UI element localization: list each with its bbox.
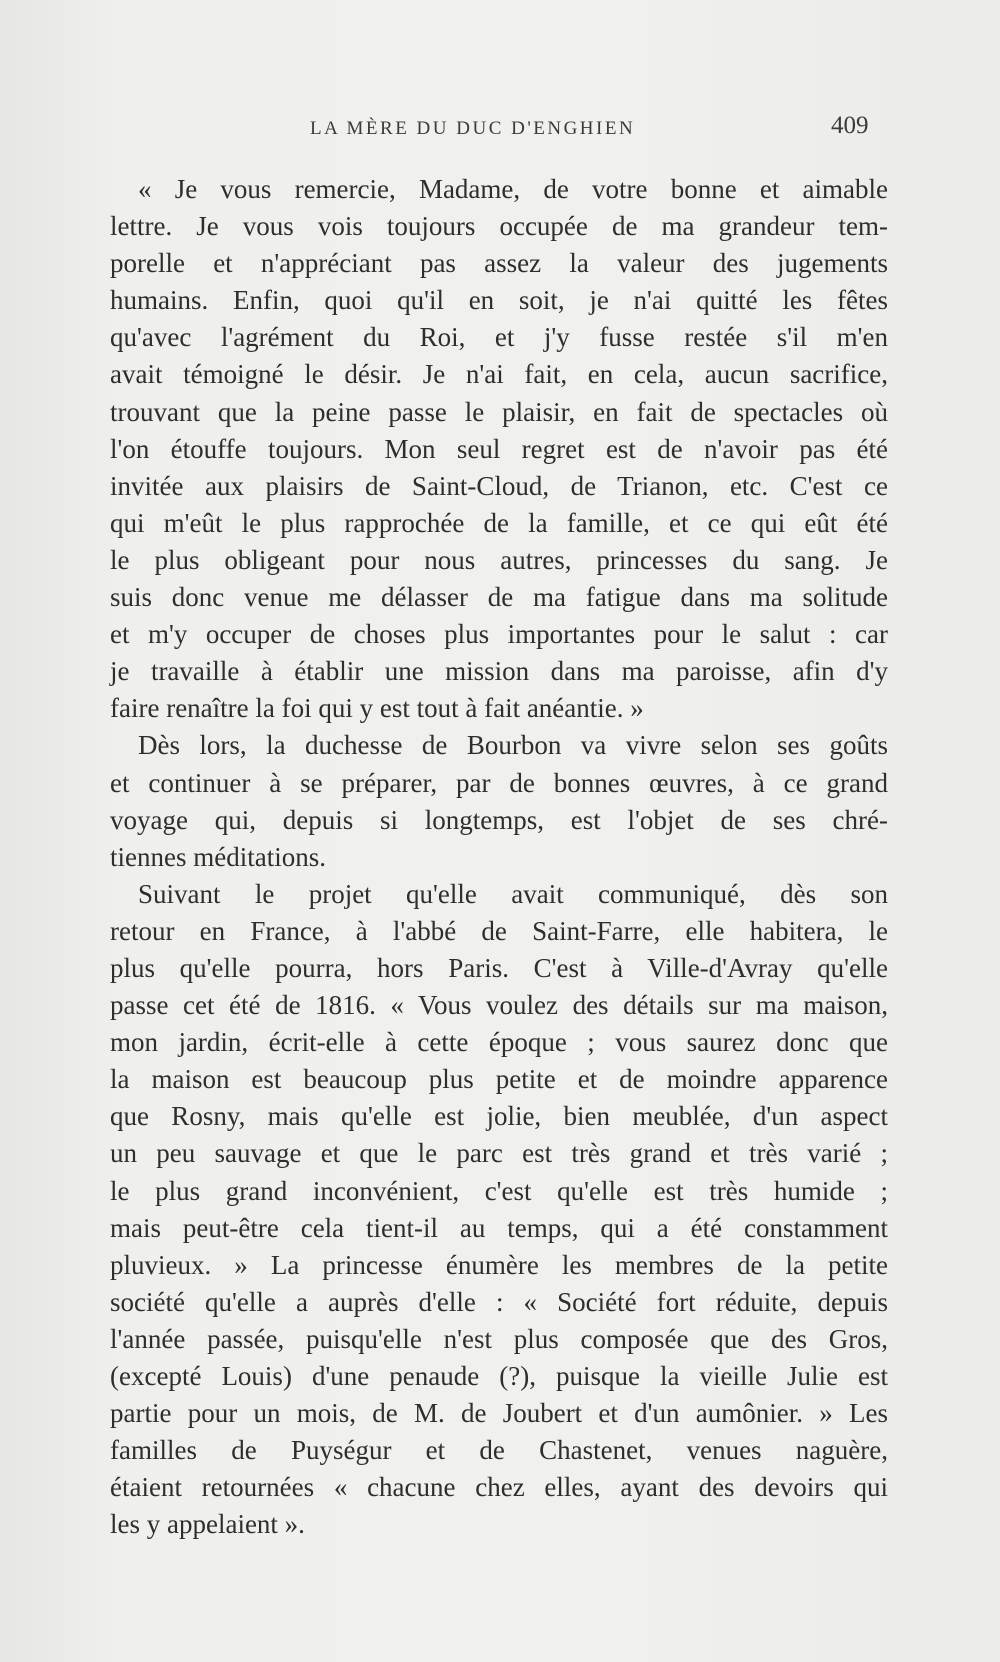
text-line: les y appelaient ». (110, 1509, 305, 1540)
body-text (110, 171, 888, 1543)
page-number: 409 (831, 112, 869, 139)
text-line: trouvant que la peine passe le plaisir, en fait de spectacles où (110, 396, 888, 427)
text-line: humains. Enfin, quoi qu'il en soit, je n'ai quitté les fêtes (110, 285, 888, 316)
text-line: familles de Puységur et de Chastenet, venues naguère, (110, 1435, 888, 1466)
text-line: un peu sauvage et que le parc est très grand et très varié ; (110, 1138, 888, 1169)
text-line: l'année passée, puisqu'elle n'est plus composée que des Gros, (110, 1323, 888, 1354)
text-line: la maison est beaucoup plus petite et de moindre apparence (110, 1064, 888, 1095)
text-line: étaient retournées « chacune chez elles, ayant des devoirs qui (110, 1472, 888, 1503)
text-line: mon jardin, écrit-elle à cette époque ; vous saurez donc que (110, 1027, 888, 1058)
text-line: que Rosny, mais qu'elle est jolie, bien meublée, d'un aspect (110, 1101, 888, 1132)
text-line: partie pour un mois, de M. de Joubert et d'un aumônier. » Les (110, 1398, 888, 1429)
text-line: voyage qui, depuis si longtemps, est l'objet de ses chré- (110, 804, 888, 835)
text-line: passe cet été de 1816. « Vous voulez des détails sur ma maison, (110, 990, 888, 1021)
text-line: je travaille à établir une mission dans ma paroisse, afin d'y (110, 656, 888, 687)
text-line: et continuer à se préparer, par de bonnes œuvres, à ce grand (110, 767, 888, 798)
text-line: suis donc venue me délasser de ma fatigue dans ma solitude (110, 582, 888, 613)
text-line: retour en France, à l'abbé de Saint-Farre, elle habitera, le (110, 915, 888, 946)
text-line: qu'avec l'agrément du Roi, et j'y fusse restée s'il m'en (110, 322, 888, 353)
text-line: lettre. Je vous vois toujours occupée de ma grandeur tem- (110, 211, 888, 242)
text-line: Suivant le projet qu'elle avait communiqué, dès son (138, 878, 888, 909)
text-line: le plus obligeant pour nous autres, princesses du sang. Je (110, 544, 888, 575)
text-line: avait témoigné le désir. Je n'ai fait, en cela, aucun sacrifice, (110, 359, 888, 390)
text-line: plus qu'elle pourra, hors Paris. C'est à Ville-d'Avray qu'elle (110, 952, 888, 983)
text-line: « Je vous remercie, Madame, de votre bonne et aimable (138, 174, 888, 204)
running-title: LA MÈRE DU DUC D'ENGHIEN (310, 118, 636, 139)
text-line: Dès lors, la duchesse de Bourbon va vivre selon ses goûts (138, 730, 888, 761)
text-line: le plus grand inconvénient, c'est qu'elle est très humide ; (110, 1175, 888, 1206)
text-line: pluvieux. » La princesse énumère les membres de la petite (110, 1249, 888, 1280)
text-line: faire renaître la foi qui y est tout à fait anéantie. » (110, 693, 644, 724)
text-line: porelle et n'appréciant pas assez la valeur des jugements (110, 248, 888, 279)
text-line: mais peut-être cela tient-il au temps, qui a été constamment (110, 1212, 888, 1243)
text-line: société qu'elle a auprès d'elle : « Société fort réduite, depuis (110, 1286, 888, 1317)
text-line: qui m'eût le plus rapprochée de la famille, et ce qui eût été (110, 507, 888, 538)
text-line: invitée aux plaisirs de Saint-Cloud, de Trianon, etc. C'est ce (110, 470, 888, 501)
text-line: l'on étouffe toujours. Mon seul regret est de n'avoir pas été (110, 433, 888, 464)
text-line: et m'y occuper de choses plus importantes pour le salut : car (110, 619, 888, 650)
text-line: tiennes méditations. (110, 841, 326, 872)
text-line: (excepté Louis) d'une penaude (?), puisque la vieille Julie est (110, 1361, 888, 1391)
